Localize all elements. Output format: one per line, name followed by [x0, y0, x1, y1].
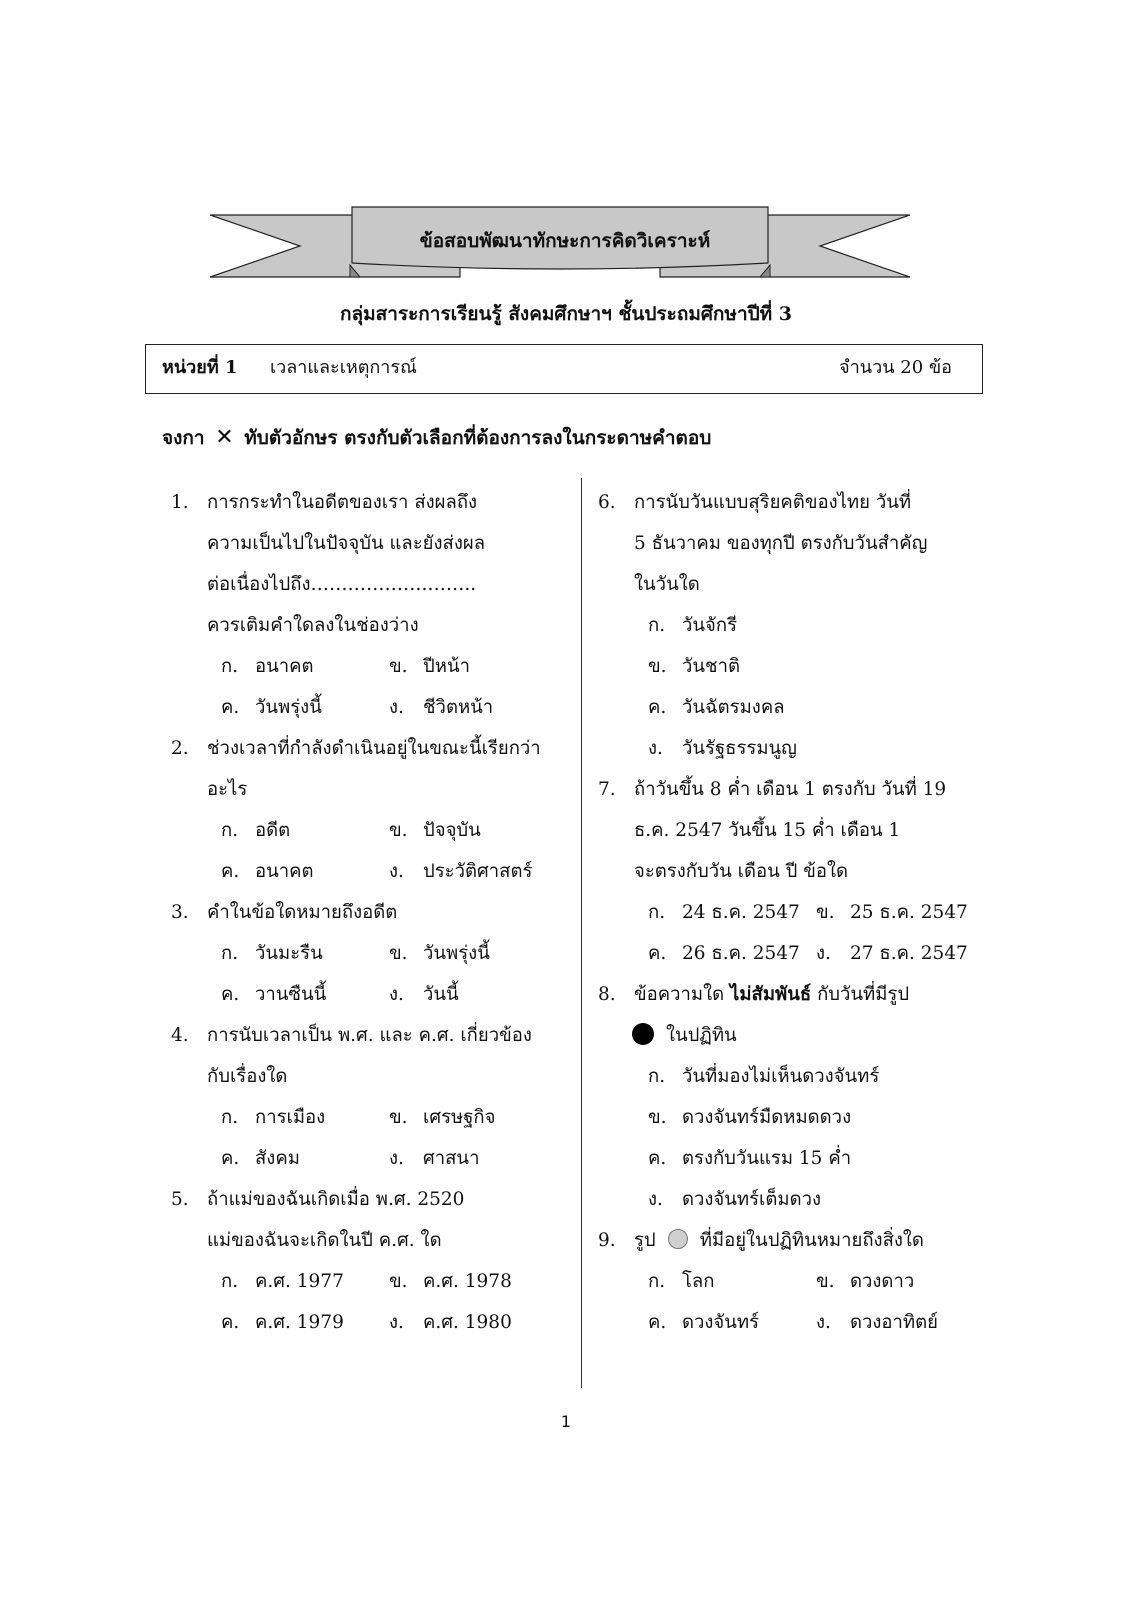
- option-row: [171, 974, 591, 1015]
- question-6: [598, 482, 1018, 523]
- question-number: 8.: [598, 984, 616, 1005]
- question-7: [598, 769, 1018, 810]
- question-text: การกระทำในอดีตของเรา ส่งผลถึง: [207, 492, 478, 513]
- option-text: 25 ธ.ค. 2547: [850, 902, 968, 923]
- option-text: ดวงจันทร์: [682, 1312, 760, 1333]
- option-label: ง.: [389, 1148, 404, 1169]
- option-row: [171, 1097, 591, 1138]
- right-column: [598, 482, 1018, 1343]
- question-text-line: ต่อเนื่องไปถึง……………….……..: [207, 574, 477, 595]
- question-number: 3.: [171, 902, 189, 923]
- question-emphasis: ไม่สัมพันธ์: [730, 984, 812, 1005]
- question-5: [171, 1179, 591, 1220]
- question-4: [171, 1015, 591, 1056]
- option-text: 26 ธ.ค. 2547: [682, 943, 800, 964]
- option-row: [598, 728, 1018, 769]
- question-1: [171, 482, 591, 523]
- option-label: ค.: [221, 1148, 240, 1169]
- question-text-line: ความเป็นไปในปัจจุบัน และยังส่งผล: [207, 533, 486, 554]
- option-label: ก.: [648, 1066, 666, 1087]
- option-label: ข.: [816, 902, 835, 923]
- option-row: [598, 1138, 1018, 1179]
- option-label: ค.: [648, 697, 667, 718]
- option-text: ศาสนา: [423, 1148, 480, 1169]
- option-label: ข.: [389, 656, 408, 677]
- question-text-line: กับเรื่องใด: [207, 1066, 288, 1087]
- option-text: วันพรุ่งนี้: [255, 697, 322, 718]
- question-text-line: อะไร: [207, 779, 248, 800]
- option-label: ค.: [648, 943, 667, 964]
- question-text-line: ควรเติมคำใดลงในช่องว่าง: [207, 615, 419, 636]
- option-row: [598, 933, 1018, 974]
- question-text: รูป: [634, 1230, 656, 1251]
- option-label: ข.: [648, 1107, 667, 1128]
- option-label: ง.: [648, 1189, 663, 1210]
- new-moon-icon: [632, 1023, 654, 1045]
- question-text: ถ้าวันขึ้น 8 ค่ำ เดือน 1 ตรงกับ วันที่ 19: [634, 779, 947, 800]
- moon-symbol-icon: [668, 1229, 688, 1249]
- option-label: ก.: [221, 943, 239, 964]
- page-number: 1: [560, 1412, 572, 1431]
- option-label: ก.: [221, 656, 239, 677]
- question-text-line: แม่ของฉันจะเกิดในปี ค.ศ. ใด: [207, 1230, 442, 1251]
- option-text: วันพรุ่งนี้: [423, 943, 490, 964]
- option-row: [598, 1179, 1018, 1220]
- option-label: ข.: [648, 656, 667, 677]
- unit-label: หน่วยที่ 1: [162, 357, 238, 378]
- option-row: [171, 687, 591, 728]
- question-9: [598, 1220, 1018, 1261]
- option-label: ค.: [221, 1312, 240, 1333]
- question-number: 9.: [598, 1230, 616, 1251]
- option-label: ก.: [648, 615, 666, 636]
- option-text: วานซืนนี้: [255, 984, 327, 1005]
- question-text-line: จะตรงกับวัน เดือน ปี ข้อใด: [634, 861, 849, 882]
- option-text: ดวงดาว: [850, 1271, 915, 1292]
- option-row: [171, 851, 591, 892]
- option-text: วันจักรี: [682, 615, 738, 636]
- option-text: วันที่มองไม่เห็นดวงจันทร์: [682, 1066, 880, 1087]
- question-text: กับวันที่มีรูป: [817, 984, 910, 1005]
- option-text: ค.ศ. 1978: [423, 1271, 512, 1292]
- option-label: ข.: [389, 820, 408, 841]
- option-text: อดีต: [255, 820, 291, 841]
- option-row: [598, 646, 1018, 687]
- question-text-line: [598, 1015, 1018, 1056]
- option-label: ก.: [221, 1107, 239, 1128]
- option-text: ค.ศ. 1977: [255, 1271, 344, 1292]
- option-row: [598, 1302, 1018, 1343]
- option-row: [598, 892, 1018, 933]
- option-row: [598, 1097, 1018, 1138]
- question-text: ที่มีอยู่ในปฏิทินหมายถึงสิ่งใด: [699, 1230, 924, 1251]
- option-label: ข.: [389, 1107, 408, 1128]
- question-number: 7.: [598, 779, 616, 800]
- option-label: ง.: [389, 861, 404, 882]
- question-number: 4.: [171, 1025, 189, 1046]
- option-text: 27 ธ.ค. 2547: [850, 943, 968, 964]
- question-number: 6.: [598, 492, 616, 513]
- option-label: ข.: [816, 1271, 835, 1292]
- option-text: วันรัฐธรรมนูญ: [682, 738, 797, 759]
- banner-title: ข้อสอบพัฒนาทักษะการคิดวิเคราะห์: [419, 230, 711, 252]
- left-column: [171, 482, 591, 1343]
- option-row: [171, 1138, 591, 1179]
- option-row: [171, 810, 591, 851]
- option-text: ดวงอาทิตย์: [850, 1312, 938, 1333]
- option-label: ง.: [389, 697, 404, 718]
- question-8: [598, 974, 1018, 1015]
- option-text: วันมะรืน: [255, 943, 323, 964]
- option-label: ค.: [221, 984, 240, 1005]
- subject-subtitle: กลุ่มสาระการเรียนรู้ สังคมศึกษาฯ ชั้นประถมศึกษาปีที่ 3: [339, 303, 793, 325]
- instruction-suffix: ทับตัวอักษร ตรงกับตัวเลือกที่ต้องการลงในกระดาษคำตอบ: [244, 427, 712, 449]
- option-label: ข.: [389, 1271, 408, 1292]
- option-text: อนาคต: [255, 861, 314, 882]
- question-number: 5.: [171, 1189, 189, 1210]
- option-text: ปีหน้า: [423, 656, 470, 677]
- option-text: ปัจจุบัน: [423, 820, 481, 841]
- option-row: [598, 605, 1018, 646]
- question-number: 2.: [171, 738, 189, 759]
- option-text: อนาคต: [255, 656, 314, 677]
- option-row: [598, 1261, 1018, 1302]
- option-text: ดวงจันทร์เต็มดวง: [682, 1189, 822, 1210]
- instruction: [162, 424, 711, 452]
- option-text: 24 ธ.ค. 2547: [682, 902, 800, 923]
- option-text: วันนี้: [423, 984, 459, 1005]
- option-label: ง.: [648, 738, 663, 759]
- option-label: ง.: [816, 1312, 831, 1333]
- question-count: จำนวน 20 ข้อ: [839, 357, 952, 378]
- option-label: ค.: [648, 1148, 667, 1169]
- option-text: ค.ศ. 1979: [255, 1312, 344, 1333]
- question-text-line: ธ.ค. 2547 วันขึ้น 15 ค่ำ เดือน 1: [634, 820, 901, 841]
- option-text: โลก: [682, 1271, 715, 1292]
- option-label: ก.: [221, 820, 239, 841]
- question-text: การนับเวลาเป็น พ.ศ. และ ค.ศ. เกี่ยวข้อง: [207, 1025, 532, 1046]
- option-label: ก.: [221, 1271, 239, 1292]
- question-text: ข้อความใด: [634, 984, 725, 1005]
- unit-title: เวลาและเหตุการณ์: [270, 357, 417, 378]
- question-2: [171, 728, 591, 769]
- question-text: ในปฏิทิน: [666, 1025, 737, 1046]
- question-text: การนับวันแบบสุริยคติของไทย วันที่: [634, 492, 912, 513]
- question-text: ถ้าแม่ของฉันเกิดเมื่อ พ.ศ. 2520: [207, 1189, 465, 1210]
- option-label: ค.: [221, 861, 240, 882]
- question-3: [171, 892, 591, 933]
- x-mark-icon: ✕: [215, 425, 234, 450]
- option-text: ประวัติศาสตร์: [423, 861, 533, 882]
- option-label: ง.: [389, 984, 404, 1005]
- question-text: ช่วงเวลาที่กำลังดำเนินอยู่ในขณะนี้เรียกว่า: [207, 738, 541, 759]
- option-label: ก.: [648, 902, 666, 923]
- option-label: ค.: [648, 1312, 667, 1333]
- option-label: ก.: [648, 1271, 666, 1292]
- option-row: [171, 1302, 591, 1343]
- option-text: ตรงกับวันแรม 15 ค่ำ: [682, 1148, 852, 1169]
- option-row: [171, 1261, 591, 1302]
- option-row: [171, 646, 591, 687]
- option-text: ดวงจันทร์มืดหมดดวง: [682, 1107, 852, 1128]
- option-text: วันฉัตรมงคล: [682, 697, 785, 718]
- option-text: ค.ศ. 1980: [423, 1312, 512, 1333]
- option-text: เศรษฐกิจ: [423, 1107, 496, 1128]
- option-label: ค.: [221, 697, 240, 718]
- instruction-prefix: จงกา: [162, 427, 205, 449]
- unit-header-box: [145, 344, 983, 394]
- question-number: 1.: [171, 492, 189, 513]
- option-label: ง.: [816, 943, 831, 964]
- option-row: [598, 687, 1018, 728]
- option-label: ง.: [389, 1312, 404, 1333]
- option-row: [171, 933, 591, 974]
- question-text-line: 5 ธันวาคม ของทุกปี ตรงกับวันสำคัญ: [634, 533, 928, 554]
- option-text: วันชาติ: [682, 656, 740, 677]
- question-text: คำในข้อใดหมายถึงอดีต: [207, 902, 398, 923]
- option-text: สังคม: [255, 1148, 300, 1169]
- option-label: ข.: [389, 943, 408, 964]
- question-text-line: ในวันใด: [634, 574, 700, 595]
- option-text: ชีวิตหน้า: [423, 697, 494, 718]
- option-row: [598, 1056, 1018, 1097]
- option-text: การเมือง: [255, 1107, 326, 1128]
